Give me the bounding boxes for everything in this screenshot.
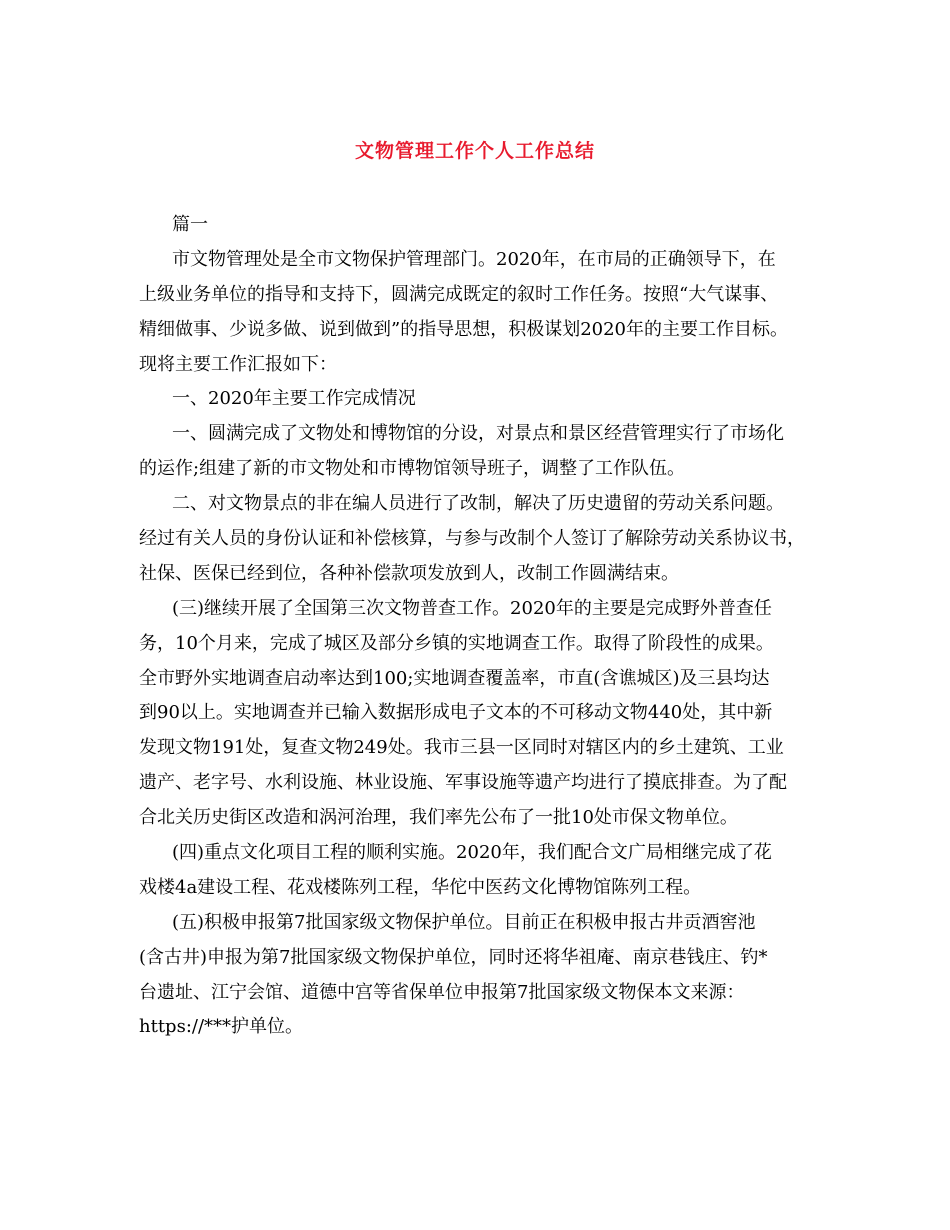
text-line: 精细做事、少说多做、说到做到”的指导思想，积极谋划2020年的主要工作目标。 <box>139 318 789 340</box>
text-line: (含古井)申报为第7批国家级文物保护单位，同时还将华祖庵、南京巷钱庄、钓* <box>139 946 768 968</box>
text-line: 市文物管理处是全市文物保护管理部门。2020年，在市局的正确领导下，在 <box>172 248 776 270</box>
text-line: 二、对文物景点的非在编人员进行了改制，解决了历史遗留的劳动关系问题。 <box>172 493 784 515</box>
text-line: 经过有关人员的身份认证和补偿核算，与参与改制个人签订了解除劳动关系协议书， <box>139 528 805 550</box>
text-line: (三)继续开展了全国第三次文物普查工作。2020年的主要是完成野外普查任 <box>172 597 772 619</box>
section-heading: 一、2020年主要工作完成情况 <box>172 388 416 410</box>
text-line: (四)重点文化项目工程的顺利实施。2020年，我们配合文广局相继完成了花 <box>172 842 772 864</box>
text-line: 篇一 <box>172 214 208 235</box>
source-url-line: https://***护单位。 <box>139 1016 304 1038</box>
text-line: 台遗址、江宁会馆、道德中宫等省保单位申报第7批国家级文物保本文来源： <box>139 981 745 1003</box>
text-line: 一、圆满完成了文物处和博物馆的分设，对景点和景区经营管理实行了市场化 <box>172 423 784 445</box>
text-line: 社保、医保已经到位，各种补偿款项发放到人，改制工作圆满结束。 <box>139 562 679 584</box>
text-line: 现将主要工作汇报如下： <box>139 353 337 375</box>
text-line: 发现文物191处，复查文物249处。我市三县一区同时对辖区内的乡土建筑、工业 <box>139 737 784 759</box>
text-line: 遗产、老字号、水利设施、林业设施、军事设施等遗产均进行了摸底排查。为了配 <box>139 772 787 794</box>
text-line: (五)积极申报第7批国家级文物保护单位。目前正在积极申报古井贡酒窖池 <box>172 911 756 933</box>
document-title: 文物管理工作个人工作总结 <box>354 140 595 162</box>
text-line: 戏楼4a建设工程、花戏楼陈列工程，华佗中医药文化博物馆陈列工程。 <box>139 876 702 898</box>
text-line: 上级业务单位的指导和支持下，圆满完成既定的叙时工作任务。按照“大气谋事、 <box>139 283 779 305</box>
document-body <box>139 208 829 1045</box>
text-line: 务，10个月来，完成了城区及部分乡镇的实地调查工作。取得了阶段性的成果。 <box>139 632 774 654</box>
text-line: 到90以上。实地调查并已输入数据形成电子文本的不可移动文物440处，其中新 <box>139 702 773 724</box>
text-line: 全市野外实地调查启动率达到100;实地调查覆盖率，市直(含谯城区)及三县均达 <box>139 667 770 689</box>
text-line: 合北关历史街区改造和涡河治理，我们率先公布了一批10处市保文物单位。 <box>139 807 738 829</box>
text-line: 的运作;组建了新的市文物处和市博物馆领导班子，调整了工作队伍。 <box>139 458 686 480</box>
